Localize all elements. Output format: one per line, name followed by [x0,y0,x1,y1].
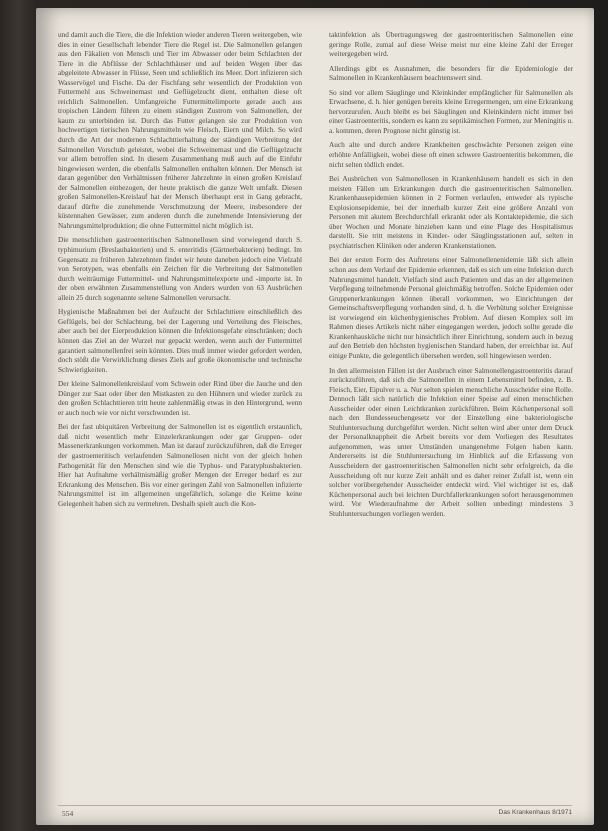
paragraph: Auch alte und durch andere Krankheiten geschwächte Personen zeigen eine erhöhte Anfälligkeit, wobei diese oft einen schwere Gastroenteritis bekommen, die nicht selten tödlich endet. [329,140,573,169]
journal-name: Das Krankenhaus 8/1971 [498,809,572,816]
paragraph: Bei der ersten Form des Auftretens einer Salmonellenenidemie läßt sich allein schon aus dem Verlauf der Epidemie erkennen, daß es sich um eine Infektion durch Nahrungsmittel handelt. Vielfach sind auch Patienten und das an der allgemeinen Verpflegung teilnehmende Personal gleichmäßig betroffen. Solche Epidemien oder Gruppenerkrankungen können überall vorkommen, wo Einrichtungen der Gemeinschaftsverpflegung vorhanden sind, d. h. die Verhütung solcher Ereignisse ist vorwiegend ein küchenhygienisches Problem. Auf diesen Komplex soll im Rahmen dieses Artikels nicht näher eingegangen werden, jedoch sollte gerade die Krankenhausküche nicht nur hinsichtlich ihrer Einrichtung, sondern auch in bezug auf den Betrieb den höchsten hygienischen Standard haben, der erreichbar ist. Auf einige Punkte, die gelegentlich übersehen werden, soll hingewiesen werden. [329,255,573,360]
paragraph: Der kleine Salmonellenkreislauf vom Schwein oder Rind über die Jauche und den Dünger zur Saat oder über den Mistkasten zu den Hühnern und wieder zurück zu den großen Schlachttieren tritt heute zahlenmäßig etwas in den Hintergrund, wenn er auch noch wie vor nicht verschwunden ist. [58,379,302,417]
paragraph: In den allermeisten Fällen ist der Ausbruch einer Salmonellengastroenteritis darauf zurückzuführen, daß sich die Salmonellen in einem Lebensmittel befinden, z. B. Fleisch, Eier, Eipulver u. a. Nur selten spielen menschliche Ausscheider eine Rolle. Dennoch läßt sich natürlich die Infektion einer Speise auf einen menschlichen Ausscheider oder einen Leichtkranken zurückführen. Beim Küchenpersonal soll nach den Bundesseuchengesetz vor der Einstellung eine bakteriologische Stuhluntersuchung durchgeführt werden. Nicht selten wird aber unter dem Druck der Personalknappheit die Arbeit bereits vor dem Vorliegen des Resultates aufgenommen, was unter Umständen unangenehme Folgen haben kann. Andererseits ist die Stuhluntersuchung im Hinblick auf die Erfassung von Ausscheidern der gastroenteritischen Salmonellen nicht sehr erfolgreich, da die Ausscheidung oft nur kurze Zeit anhält und es daher reiner Zufall ist, wenn ein solcher vorübergehender Ausscheider entdeckt wird. Viel wichtiger ist es, daß Küchenpersonal auch bei leichten Durchfallerkrankungen sofort herausgenommen wird. Vor Wiederaufnahme der Arbeit sollten unbedingt mindestens 3 Stuhluntersuchungen vorliegen werden. [329,365,573,518]
paragraph: taktinfektion als Übertragungsweg der gastroenteritischen Salmonellen eine geringe Rolle, zumal auf diese Weise meist nur eine kleine Zahl der Erreger weitergegeben wird. [329,30,573,59]
paragraph: und damit auch die Tiere, die die Infektion wieder anderen Tieren weitergeben, wie dies in einer Gesellschaft lebender Tiere die Regel ist. Die Salmonellen gelangen aus den Fäkalien von Mensch und Tier im Abwasser oder beim Schlachten der Tiere in die Abflüsse der Schlachthäuser und auf beiden Wegen über das abgeleitete Abwasser in Flüsse, Seen und schließlich ins Meer. Dort infizieren sich Wasservögel und Fische. Da der Fischfang sehr wesentlich der Produktion von Futtermehl aus Schweinemast und Geflügelzucht dient, enthalten diese oft reichlich Salmonellen. Umfangreiche Futtermittelimporte gerade auch aus tropischen Ländern führen zu einem ständigen Zustrom von Salmonellen, der kaum zu unterbinden ist. Durch das Futter gelangen sie zur Produktion von hochwertigen tierischen Nahrungsmitteln wie Fleisch, Eiern und Milch. So wird durch die Art der modernen Schlachttierhaltung der ständigen Verbreitung der Salmonellen Vorschub geleistet, wobei die Schweinemast und die Geflügelzucht vor allem betroffen sind. In diesem Zusammenhang muß auch auf die Einfuhr hingewiesen werden, die ebenfalls Salmonellen enthalten können. Der Mensch ist daran gegenüber den Verhältnissen früherer Jahrzehnte in einen großen Kreislauf der Salmonellen einbezogen, der heute praktisch die ganze Welt umfaßt. Diesen großen Salmonellen-Kreislauf hat der Mensch überhaupt erst in Gang gebracht, darauf dürfte die zunehmende Verschmutzung der Meere, insbesondere der küstennahen Gewässer, zum anderen durch die zunehmende Intensivierung der Nahrungsmittelproduktion; die ohne Futtermittel nicht möglich ist. [58,30,302,230]
document-page [36,8,594,825]
paragraph: Die menschlichen gastroenteritischen Salmonellosen sind vorwiegend durch S. typhimurium (Breslaubakterien) und S. enteritidis (Gärtnerbakterien) bedingt. Im Gegensatz zu früheren Jahrzehnten findet wir heute daneben jedoch eine Vielzahl von Serotypen, was ebenfalls ein Zeichen für die Verbreitung der Salmonellen durch weiträumige Futtermittel- und Nahrungsmittelexporte und -importe ist. In der oben erwähnten Zusammenstellung von Anders wurden von 63 Ausbrüchen allein 25 durch sogenannte seltene Salmonellen verursacht. [58,235,302,302]
page-number: 554 [62,809,74,818]
paragraph: Allerdings gibt es Ausnahmen, die besonders für die Epidemiologie der Salmonellen in Krankenhäusern beachtenswert sind. [329,63,573,83]
paragraph: Hygienische Maßnahmen bei der Aufzucht der Schlachttiere einschließlich des Geflügels, bei der Schlachtung, bei der Lagerung und Verteilung des Fleisches, aber auch bei der Eierproduktion können die Infektionsgefahr einschränken; doch können das Ziel an der Wurzel nur gepackt werden, wenn auch der Futtermittel garantiert salmonellenfrei sein könnten. Dies muß immer wieder gefordert werden, doch stößt die Verwirklichung dieses Ziels auf große ökonomische und technische Schwierigkeiten. [58,307,302,374]
text-column-left [58,30,302,790]
text-column-right [329,30,573,790]
paragraph: Bei Ausbrüchen von Salmonellosen in Krankenhäusern handelt es sich in den meisten Fällen um Erkrankungen durch die gastroenteritischen Salmonellen. Krankenhausepidemien können in 2 Formen verlaufen, entweder als typische Explosionsepidemie, bei der innerhalb kurzer Zeit eine größere Anzahl von Personen mit akutem Brechdurchfall erkrankt oder als Kontaktepidemie, die sich über Wochen und Monate hinziehen kann und eine Plage des Hospitalismus darstellt. Sie tritt meistens in Kinder- oder Säuglingsstationen auf, selten in psychiatrischen Kliniken oder anderen Krankenstationen. [329,174,573,250]
footer-rule [58,805,572,806]
paragraph: Bei der fast ubiquitären Verbreitung der Salmonellen ist es eigentlich erstaunlich, daß nicht wesentlich mehr Einzelerkrankungen oder gar Gruppen- oder Massenerkrankungen vorkommen. Man ist darauf zurückzuführen, daß die Erreger der gastroenteritisch verlaufenden Salmonellosen nicht von der gleich hohen Pathogenität für den Menschen sind wie die Typhus- und Paratyphusbakterien. Hier hat Aufnahme verhältnismäßig großer Mengen der Erreger bedarf es zur Erkrankung des Menschen. Bis vor einer geringen Zahl von Salmonellen infizierte Nahrungsmittel ist im allgemeinen ungefährlich, solange die Keime keine Gelegenheit haben sich zu vermehren. Deshalb spielt auch die Kon- [58,422,302,508]
paragraph: So sind vor allem Säuglinge und Kleinkinder empfänglicher für Salmonellen als Erwachsene, d. h. hier genügen bereits kleine Erregermengen, um eine Erkrankung hervorzurufen. Auch bleibt es bei Säuglingen und Kleinkindern nicht immer bei einer Gastroenteritis, sondern es kann zu septikämischen Formen, zur Meningitis u. a. kommen, deren Prognose nicht günstig ist. [329,87,573,135]
